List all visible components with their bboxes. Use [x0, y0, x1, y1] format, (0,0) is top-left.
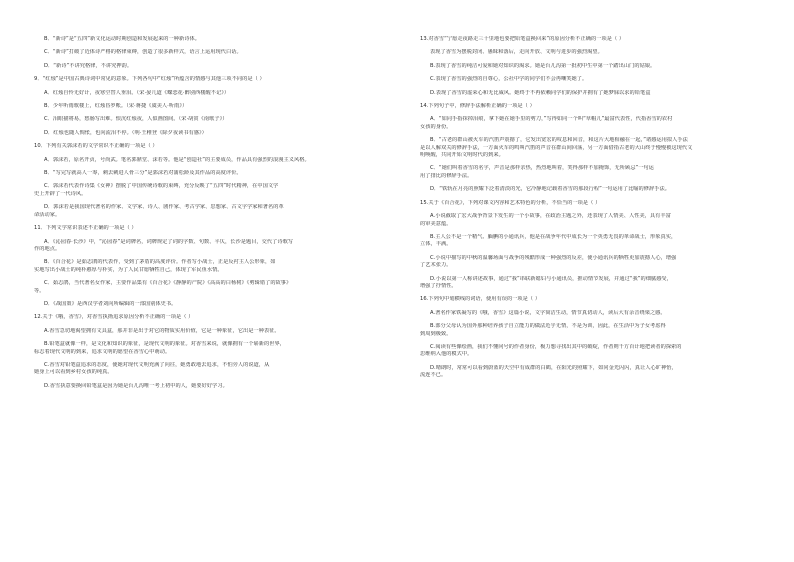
- text-line: D.晴朗时，常常可以看到蔚蓝的天空中有成群的白鹤，在阳光的照耀下，如同金光闪闪，真让人心旷神怡，: [430, 364, 677, 371]
- text-line: 立体，丰满。: [420, 241, 452, 248]
- text-line: 表现了香雪为摆脱封闭、愚昧和落后，走向开放、文明与进步的强烈渴望。: [430, 49, 603, 56]
- text-line: D.香雪执意要换回铅笔盒是因为她是台儿沟唯一考上初中的人，她要好好学习。: [44, 382, 228, 389]
- text-line: C.表现了香雪的强烈的自尊心，公社中学的同学们不会再嘲笑她了。: [430, 76, 588, 83]
- text-line: D．红烛也随人惆怅，也向流泪不停。（明·王稚登《除夕夜读书有感》）: [44, 129, 207, 136]
- text-line: 流连不已。: [420, 372, 447, 379]
- text-line: B．少年听雨歌楼上，红烛昏罗帐。（宋·蒋捷《虞美人·听雨》）: [44, 103, 188, 110]
- text-line: C．“她们叫着香雪的名字，声音是那样亲热，热烈地叫着，笑得那样不加掩饰，无所顾忌”一句运: [430, 165, 654, 172]
- text-line: C．茹志鹃，当代著名女作家，主要作品集有《百合花》《静静的产院》《高高的白杨树》《剪辑错了的故事》: [44, 280, 292, 287]
- text-line: 10．下列有关郭沫若的文学常识不正确的一项是（ ）: [34, 143, 158, 150]
- text-line: B．《百合花》是茹志鹃的代表作，受到了茅盾的高度评价。作者写小战士，正是反衬主人公形象，如: [44, 259, 276, 266]
- text-line: C．郭沫若代表作诗集《女神》摆脱了中国传统诗歌的束缚，充分反映了“五四”时代精神，在中国文学: [44, 183, 279, 190]
- text-line: 标志着现代文明的到来，追求文明的愿望在香雪心中萌动。: [34, 348, 171, 355]
- text-line: 9．“红烛”是中国古典诗词中常见的意象。下列各句中“红烛”所蕴含的情感与其他三项不同的是（ ）: [34, 76, 265, 83]
- text-line: 用了排比的修辞手法。: [420, 172, 473, 179]
- text-line: 等。: [34, 287, 45, 294]
- text-line: 思维纳入他的模式中。: [420, 351, 473, 358]
- text-line: 明唤醒，共同开始文明时代的到来。: [420, 152, 504, 159]
- text-line: 12.关于《哦，香雪》，对香雪执拗追求原因分析不正确的一项是（ ）: [34, 314, 194, 321]
- text-line: A．《沁园春·长沙》中，“沁园春”是词牌名，词牌规定了词的字数、句数、平仄，长沙是题目，交代了诗歌写: [44, 238, 294, 245]
- text-line: C．泪眼描将易，愁肠写出难。恨沉红烛夜，人似画图间。（宋·胡寅《南歌子》）: [44, 116, 228, 123]
- right-column: [420, 36, 772, 380]
- text-line: B．“写完写就高人一筹，刺去刺进人骨三分”是郭沫若对蒲松龄及其作品的高度评价。: [44, 170, 242, 177]
- text-line: A.香雪急切地渴望拥有文具盒，那并非是出于对它的物质实用价值，它是一种象征，它出是一种表征。: [44, 327, 280, 334]
- left-column: [34, 36, 384, 390]
- text-line: B.铅笔盒就像一样，是文化和知识的象征，是现代文明的象征。对香雪来说，就像拥有一个崭新的世界，: [44, 341, 285, 348]
- text-line: 13.对香雪“宁愿走夜路走三十里地也要把铅笔盒换回来”的原因分析不正确的一项是（ ）: [420, 36, 625, 42]
- text-line: B.主人公不是一个精气、腼腆的小通讯兵，他是在战争年代中成长为一个英勇无畏的革命战士，形象真实，: [430, 233, 677, 240]
- text-line: A.小说截取了宏大战争背景下发生的一个小故事，在政治主题之外，还表现了人情美、人性美，具有丰富: [430, 213, 671, 220]
- text-line: 到周到极致。: [420, 330, 452, 337]
- text-line: 增强了抒情性。: [420, 282, 457, 289]
- text-line: C.阅读有些像绘画，我们不懂问号的作者身份，极力想寻找出其中的破绽，作者则千方百计地把读者的探索的: [430, 343, 682, 350]
- text-line: 了艺术张力。: [420, 262, 452, 269]
- text-line: A.著名作家铁凝写的《哦，香雪》这篇小说，文字简洁生动，情节真切动人，读后大有余音绕梁之感。: [430, 309, 666, 316]
- text-line: 14.下列句子中，修辞手法解析正确的一项是（ ）: [420, 103, 535, 110]
- text-line: D.表现了香雪的虚荣心和无比威风。她终于不再依赖同学们的保护并拥有了她梦寐以求的铅笔盒: [430, 89, 651, 96]
- text-line: 的审美意蕴。: [420, 220, 452, 227]
- text-line: 15.关于《百合花》，下列对课文内容和艺术特色的分析，不恰当的一项是（ ）: [420, 199, 601, 206]
- text-line: B．“古老的群山被火车的汽笛声震撼了，它发出宽宏的叹息和回音，和这片大地相融在一起，”诸感运用拟人手法: [430, 137, 688, 144]
- text-line: 史上开辟了一代诗风。: [34, 190, 87, 197]
- text-line: 是以人解双关的修辞手法，一方面火车的鸣叫汽笛的声音在群山间回荡，另一方面借指古老的大山终于慢慢被这现代文: [420, 144, 693, 151]
- text-line: A．郭沫若，原名开贞，号尚武。笔名郭鼎堂、沫若等。他是“创造社”的主要成员，作品具有强烈的浪漫主义风格。: [44, 156, 310, 163]
- text-line: D．《战国策》是西汉学者刘向所编辑的一部国别体史书。: [44, 300, 177, 307]
- text-line: A．红烛自怜无好计，夜寒空替人垂泪。（宋·晏几道《蝶恋花·醉别西楼醒不记》）: [44, 89, 230, 96]
- text-line: C．“新诗”打破了近体诗严格的格律束缚，创造了很多新样式，语言上运用现代白话。: [44, 49, 242, 56]
- text-line: 她身上可以看到乡村女孩的纯真。: [34, 369, 113, 376]
- text-line: 女孩的身份。: [420, 123, 452, 130]
- text-line: A．“如同手指抹掉泪痕，拿下她在她手里的剪刀，”写得如同一个叫“草帽儿”最富代表性，代指香雪的农村: [430, 116, 673, 123]
- text-line: D.小说以第一人称讲述故事，通过“我”串联新媳妇与小通讯员，推动情节发展，并通过“我”的细腻感受，: [430, 275, 672, 282]
- text-line: 实地写出小战士的纯朴憨厚与朴实，为了人民甘愿牺牲自己，体现了军民鱼水情。: [34, 266, 223, 273]
- text-line: B.表现了香雪的纯洁可爱和她对知识的渴求。她是台儿沟第一批初中生中第一个踏出山门的姑娘。: [430, 62, 656, 69]
- text-line: 命活动家。: [34, 211, 61, 218]
- text-line: D．“铁轨在月亮的照耀下泛着清淡的光，它冷静地记载着香雪的那段行程”一句运用了比喻的修辞手法。: [430, 186, 670, 193]
- text-line: B．“新诗”是“五四”新文化运动时期创造和发展起来的一种新诗体。: [44, 36, 200, 42]
- text-line: 16.下列句中划横线的词语，使用有误的一项是（ ）: [420, 296, 541, 303]
- text-line: 11．下列文学常识表述不正确的一项是（ ）: [34, 225, 137, 232]
- text-line: D．“新诗”不讲究格律，不讲究押韵。: [44, 62, 133, 69]
- text-line: 作的地点。: [34, 245, 61, 252]
- text-line: B.部分父母认为国外那种培养孩子自立能力的做法近乎无情，不是为训，因此，在生活中为子女考虑得: [430, 323, 666, 330]
- text-line: C.香雪对铅笔盒追求的态度，使她对现代文明充满了向往，她勇敢地去追求，不怕旁人的说道，从: [44, 361, 270, 368]
- text-line: D．郭沫若是我国现代著名的作家、文学家、诗人、剧作家、考古学家、思想家、古文字学家和著名的革: [44, 204, 284, 211]
- text-line: C.小说中描写的中秋的温馨场面与战争的残酷形成一种强烈的反差，使小通讯兵的牺牲更加震撼人心，增强: [430, 254, 677, 261]
